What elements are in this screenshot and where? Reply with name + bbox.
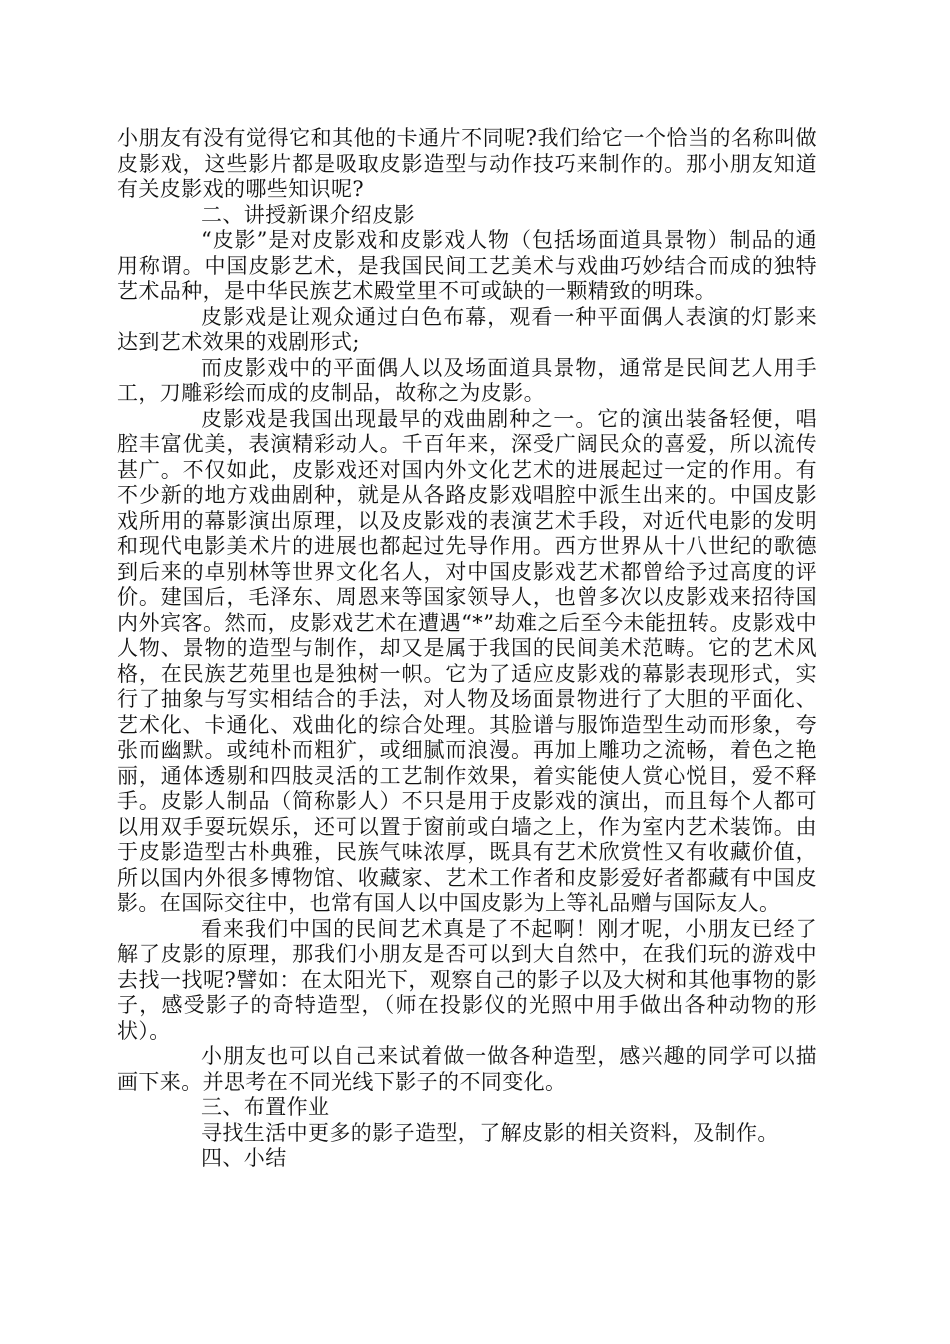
section-heading-2: 二、讲授新课介绍皮影 xyxy=(201,202,415,227)
section-heading-4: 四、小结 xyxy=(201,1146,287,1170)
paragraph-definition: “皮影”是对皮影戏和皮影戏人物（包括场面道具景物）制品的通用称谓。中国皮影艺术，是我国民间工艺美术与戏曲巧妙结合而成的独特艺术品种，是中华民族艺术殿堂里不可或缺的一颗精致的明珠。 xyxy=(117,228,817,303)
paragraph-nature: 看来我们中国的民间艺术真是了不起啊！刚才呢，小朋友已经了解了皮影的原理，那我们小朋友是否可以到大自然中，在我们玩的游戏中去找一找呢?譬如：在太阳光下，观察自己的影子以及大树和其他事物的影子，感受影子的奇特造型，（师在投影仪的光照中用手做出各种动物的形状）。 xyxy=(117,916,817,1043)
section-heading-3: 三、布置作业 xyxy=(201,1095,330,1119)
paragraph-try: 小朋友也可以自己来试着做一做各种造型，感兴趣的同学可以描画下来。并思考在不同光线下影子的不同变化。 xyxy=(117,1044,817,1094)
paragraph-homework: 寻找生活中更多的影子造型，了解皮影的相关资料，及制作。 xyxy=(201,1120,779,1145)
document-body xyxy=(117,126,817,1172)
paragraph-shadow-play: 皮影戏是让观众通过白色布幕，观看一种平面偶人表演的灯影来达到艺术效果的戏剧形式; xyxy=(117,304,817,354)
paragraph-intro: 小朋友有没有觉得它和其他的卡通片不同呢?我们给它一个恰当的名称叫做皮影戏，这些影片都是吸取皮影造型与动作技巧来制作的。那小朋友知道有关皮影戏的哪些知识呢? xyxy=(117,126,817,201)
paragraph-puppets: 而皮影戏中的平面偶人以及场面道具景物，通常是民间艺人用手工，刀雕彩绘而成的皮制品，故称之为皮影。 xyxy=(117,355,817,405)
paragraph-history: 皮影戏是我国出现最早的戏曲剧种之一。它的演出装备轻便，唱腔丰富优美，表演精彩动人。千百年来，深受广阔民众的喜爱，所以流传甚广。不仅如此，皮影戏还对国内外文化艺术的进展起过一定的作用。有不少新的地方戏曲剧种，就是从各路皮影戏唱腔中派生出来的。中国皮影戏所用的幕影演出原理，以及皮影戏的表演艺术手段，对近代电影的发明和现代电影美术片的进展也都起过先导作用。西方世界从十八世纪的歌德到后来的卓别林等世界文化名人，对中国皮影戏艺术都曾给予过高度的评价。建国后，毛泽东、周恩来等国家领导人，也曾多次以皮影戏来招待国内外宾客。然而，皮影戏艺术在遭遇“*”劫难之后至今未能扭转。皮影戏中人物、景物的造型与制作，却又是属于我国的民间美术范畴。它的艺术风格，在民族艺苑里也是独树一帜。它为了适应皮影戏的幕影表现形式，实行了抽象与写实相结合的手法，对人物及场面景物进行了大胆的平面化、艺术化、卡通化、戏曲化的综合处理。其脸谱与服饰造型生动而形象，夸张而幽默。或纯朴而粗犷，或细腻而浪漫。再加上雕功之流畅，着色之艳丽，通体透剔和四肢灵活的工艺制作效果，着实能使人赏心悦目，爱不释手。皮影人制品（简称影人）不只是用于皮影戏的演出，而且每个人都可以用双手耍玩娱乐，还可以置于窗前或白墙之上，作为室内艺术装饰。由于皮影造型古朴典雅，民族气味浓厚，既具有艺术欣赏性又有收藏价值，所以国内外很多博物馆、收藏家、艺术工作者和皮影爱好者都藏有中国皮影。在国际交往中，也常有国人以中国皮影为上等礼品赠与国际友人。 xyxy=(117,406,817,915)
